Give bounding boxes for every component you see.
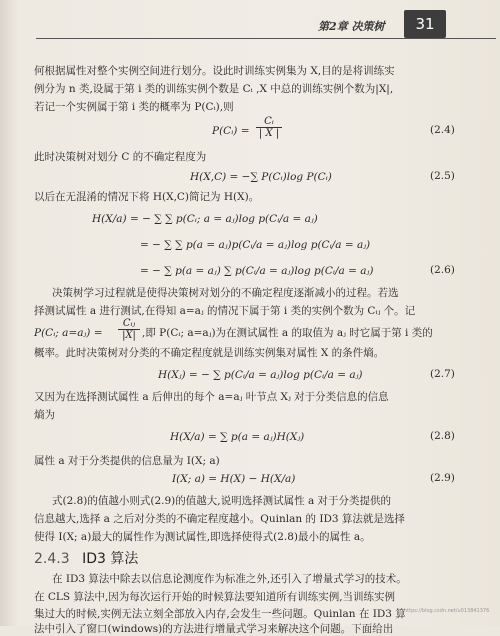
paragraph-line: 熵为 (34, 409, 55, 421)
paragraph-line: ,即 P(Cᵢ; a=aⱼ)为在测试属性 a 的取值为 aⱼ 时它属于第 i 类的 (142, 327, 433, 339)
inline-equation-lhs: P(Cᵢ; a=aⱼ) = (34, 327, 103, 339)
equation-number: (2.4) (430, 124, 455, 136)
equation-2-8: H(X/a) = ∑ p(a = aⱼ)H(Xⱼ) (170, 431, 305, 443)
fraction-denominator: | X | (258, 128, 280, 139)
page-header (0, 0, 500, 52)
paragraph-line: 何根据属性对整个实例空间进行划分。设此时训练实例集为 X,目的是将训练实 (34, 65, 395, 77)
paragraph-line: 在 CLS 算法中,因为每次运行开始的时候算法要知道所有训练实例,当训练实例 (34, 591, 396, 603)
equation-2-6-line-2: = − ∑ ∑ p(a = aⱼ)p(Cᵢ/a = aⱼ)log p(Cᵢ/a = aⱼ) (140, 239, 371, 251)
equation-number: (2.6) (430, 264, 455, 276)
equation-number: (2.9) (430, 472, 455, 484)
paragraph-line: 又因为在选择测试属性 a 后伸出的每个 a=aⱼ 叶节点 Xⱼ 对于分类信息的信息 (34, 391, 389, 403)
paragraph-line: 属性 a 对于分类提供的信息量为 I(X; a) (34, 455, 220, 467)
section-title: ID3 算法 (82, 551, 139, 567)
paragraph-line: 式(2.8)的值越小则式(2.9)的值越大,说明选择测试属性 a 对于分类提供的 (52, 495, 392, 507)
paragraph-line: 决策树学习过程就是使得决策树对划分的不确定程度逐渐减小的过程。若选 (52, 287, 399, 299)
equation-2-6-line-3: = − ∑ p(a = aⱼ) ∑ p(Cᵢ/a = aⱼ)log p(Cᵢ/a = aⱼ) (140, 265, 374, 277)
equation-number: (2.7) (430, 368, 455, 380)
paragraph-line: 法中引入了窗口(windows)的方法进行增量式学习来解决这个问题。下面给出 (34, 623, 394, 635)
paragraph-line: 集过大的时候,实例无法立刻全部放入内存,会发生一些问题。Quinlan 在 ID3 算 (34, 608, 406, 620)
equation-2-4-fraction (256, 116, 282, 139)
equation-2-5: H(X,C) = −∑ P(Cᵢ)log P(Cᵢ) (190, 171, 332, 183)
equation-2-6-line-1: H(X/a) = − ∑ ∑ p(Cᵢ; a = aⱼ)log p(Cᵢ/a = aⱼ) (92, 213, 318, 225)
paragraph-line: 例分为 n 类,设属于第 i 类的训练实例个数是 Cᵢ ,X 中总的训练实例个数为|X|, (34, 83, 394, 95)
section-heading (34, 548, 138, 568)
paragraph-line: 在 ID3 算法中除去以信息论测度作为标准之外,还引入了增量式学习的技术。 (52, 573, 407, 585)
paragraph-line: 概率。此时决策树对分类的不确定程度就是训练实例集对属性 X 的条件熵。 (34, 347, 385, 359)
equation-2-9: I(X; a) = H(X) − H(X/a) (172, 473, 296, 485)
paragraph-line: 若记一个实例属于第 i 类的概率为 P(Cᵢ),则 (34, 101, 234, 113)
section-number: 2.4.3 (34, 551, 70, 567)
chapter-title: 第2章 决策树 (318, 20, 385, 33)
equation-number: (2.8) (430, 430, 455, 442)
equation-2-7: H(Xⱼ) = − ∑ p(Cᵢ/a = aⱼ)log p(Cᵢ/a = aⱼ) (158, 369, 363, 381)
equation-2-4-lhs: P(Cᵢ) = (212, 125, 250, 137)
inline-equation-fraction (118, 318, 140, 341)
fraction-numerator: Cᵢⱼ (118, 318, 140, 330)
paragraph-line: 以后在无混淆的情况下将 H(X,C)简记为 H(X)。 (34, 191, 260, 203)
page-number: 31 (404, 10, 446, 38)
fraction-denominator: |X| (122, 330, 136, 341)
fraction-numerator: Cᵢ (256, 116, 282, 128)
equation-number: (2.5) (430, 170, 455, 182)
paragraph-line: 使得 I(X; a)最大的属性作为测试属性,即选择使得式(2.8)最小的属性 a。 (34, 531, 371, 543)
paragraph-line: 此时决策树对划分 C 的不确定程度为 (34, 151, 207, 163)
watermark: https://blog.csdn.net/u013841376 (404, 608, 490, 614)
paragraph-line: 信息越大,选择 a 之后对分类的不确定程度越小。Quinlan 的 ID3 算法就是选择 (34, 513, 405, 525)
header-divider (36, 38, 496, 39)
paragraph-line: 择测试属性 a 进行测试,在得知 a=aⱼ 的情况下属于第 i 类的实例个数为 Cᵢⱼ 个。记 (34, 305, 416, 317)
